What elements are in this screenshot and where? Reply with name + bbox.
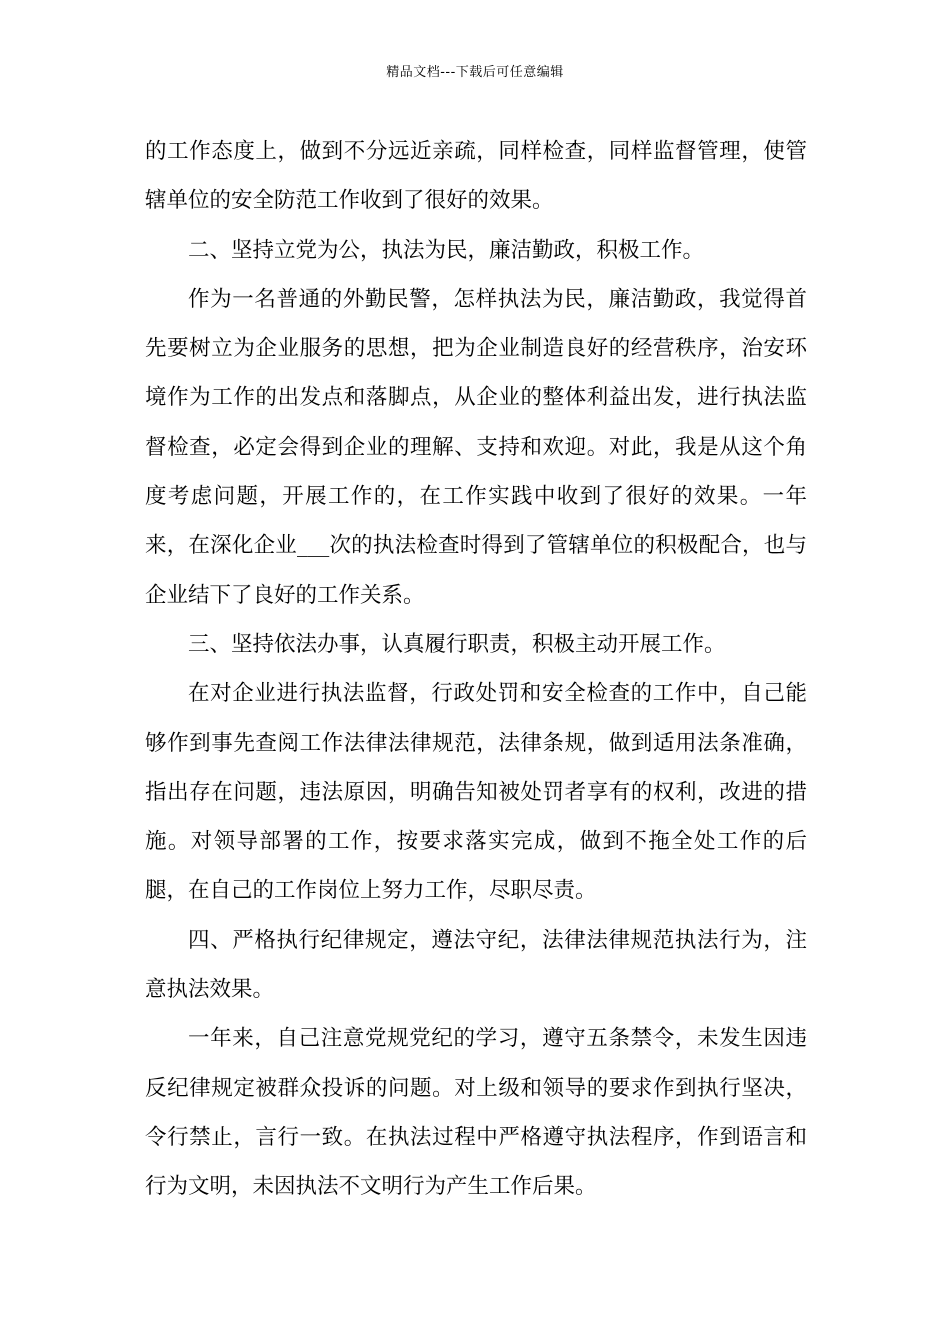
paragraph-section-4: 一年来，自己注意党规党纪的学习，遵守五条禁令，未发生因违反纪律规定被群众投诉的问题。对上级和领导的要求作到执行坚决，令行禁止，言行一致。在执法过程中严格遵守执法程序，作到语言和行为文明，未因执法不文明行为产生工作后果。: [145, 1026, 807, 1200]
document-body: [145, 127, 807, 1212]
paragraph-continuation: 的工作态度上，做到不分远近亲疏，同样检查，同样监督管理，使管辖单位的安全防范工作收到了很好的效果。: [145, 139, 807, 214]
section-heading-4: 四、严格执行纪律规定，遵法守纪，法律法律规范执法行为，注意执法效果。: [145, 927, 807, 1003]
paragraph-section-2: 作为一名普通的外勤民警，怎样执法为民，廉洁勤政，我觉得首先要树立为企业服务的思想，把为企业制造良好的经营秩序，治安环境作为工作的出发点和落脚点，从企业的整体利益出发，进行执法监督检查，必定会得到企业的理解、支持和欢迎。对此，我是从这个角度考虑问题，开展工作的，在工作实践中收到了很好的效果。一年来，在深化企业___次的执法检查时得到了管辖单位的积极配合，也与企业结下了良好的工作关系。: [145, 286, 807, 608]
paragraph-section-3: 在对企业进行执法监督，行政处罚和安全检查的工作中，自己能够作到事先查阅工作法律法律规范，法律条规，做到适用法条准确，指出存在问题，违法原因，明确告知被处罚者享有的权利，改进的措施。对领导部署的工作，按要求落实完成，做到不拖全处工作的后腿，在自己的工作岗位上努力工作，尽职尽责。: [145, 681, 807, 904]
section-heading-3: 三、坚持依法办事，认真履行职责，积极主动开展工作。: [188, 631, 726, 657]
page-header: 精品文档---下载后可任意编辑: [386, 65, 564, 80]
section-heading-2: 二、坚持立党为公，执法为民，廉洁勤政，积极工作。: [188, 237, 705, 263]
